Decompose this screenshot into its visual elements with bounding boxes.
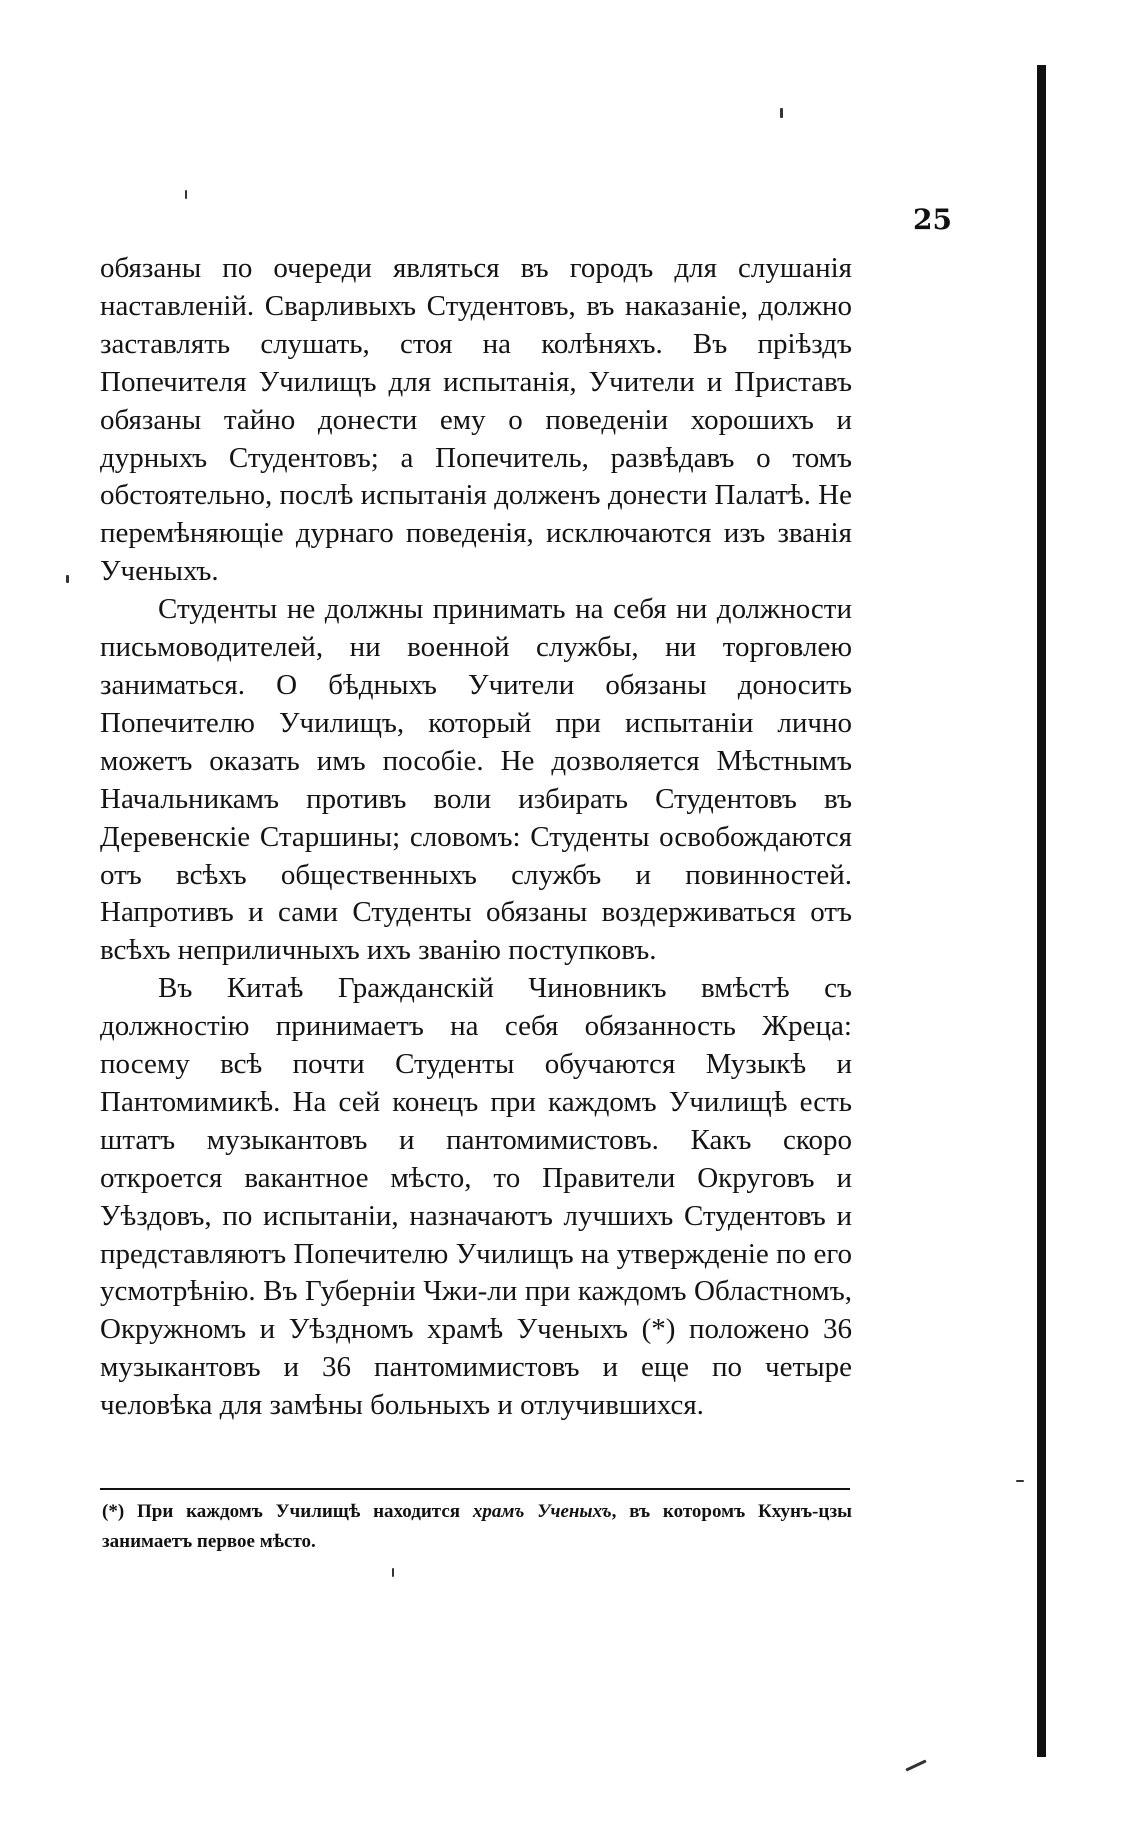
body-text: [100, 250, 852, 1425]
footnote-text-end: , въ которомъ Кхунъ-цзы занимаетъ первое мѣсто.: [102, 1501, 853, 1552]
paragraph: Студенты не должны принимать на себя ни должности письмоводителей, ни военной службы, ни торговлею заниматься. О бѣдныхъ Учители обязаны доносить Попечителю Училищъ, который при испытаніи лично можетъ оказать имъ пособіе. Не дозволяется Мѣстнымъ Начальникамъ противъ воли избирать Студентовъ въ Деревенскіе Старшины; словомъ: Студенты освобождаются отъ всѣхъ общественныхъ службъ и повинностей. Напротивъ и сами Студенты обязаны воздерживаться отъ всѣхъ неприличныхъ ихъ званію поступковъ.: [100, 593, 852, 967]
paragraph: обязаны по очереди являться въ городъ для слушанія наставленій. Сварливыхъ Студентовъ, въ наказаніе, должно заставлять слушать, стоя на колѣняхъ. Въ пріѣздъ Попечителя Училищъ для испытанія, Учители и Приставъ обязаны тайно донести ему о поведеніи хорошихъ и дурныхъ Студентовъ; а Попечитель, развѣдавъ о томъ обстоятельно, послѣ испытанія долженъ донести Палатѣ. Не перемѣняющіе дурнаго поведенія, исключаются изъ званія Ученыхъ.: [100, 252, 852, 588]
scan-speck: [1016, 1480, 1024, 1482]
footnote: [102, 1497, 852, 1557]
scan-speck: [185, 190, 187, 199]
scan-speck: [780, 108, 783, 118]
scan-speck: [905, 1759, 926, 1771]
footnote-separator: [100, 1488, 850, 1490]
page-number: 25: [913, 203, 952, 236]
scan-speck: [66, 575, 69, 583]
scan-speck: [392, 1568, 394, 1577]
page-edge-rule: [1037, 65, 1046, 1757]
footnote-italic-term: храмъ Ученыхъ: [472, 1501, 612, 1522]
footnote-text-start: (*) При каждомъ Училищѣ находится: [102, 1501, 473, 1522]
paragraph: Въ Китаѣ Гражданскій Чиновникъ вмѣстѣ съ должностію принимаетъ на себя обязанность Жреца: посему всѣ почти Студенты обучаются Музыкѣ и Пантомимикѣ. На сей конецъ при каждомъ Училищѣ есть штатъ музыкантовъ и пантомимистовъ. Какъ скоро откроется вакантное мѣсто, то Правители Округовъ и Уѣздовъ, по испытаніи, назначаютъ лучшихъ Студентовъ и представляютъ Попечителю Училищъ на утвержденіе по его усмотрѣнію. Въ Губерніи Чжи-ли при каждомъ Областномъ, Окружномъ и Уѣздномъ храмѣ Ученыхъ (*) положено 36 музыкантовъ и 36 пантомимистовъ и еще по четыре человѣка для замѣны больныхъ и отлучившихся.: [100, 972, 852, 1422]
